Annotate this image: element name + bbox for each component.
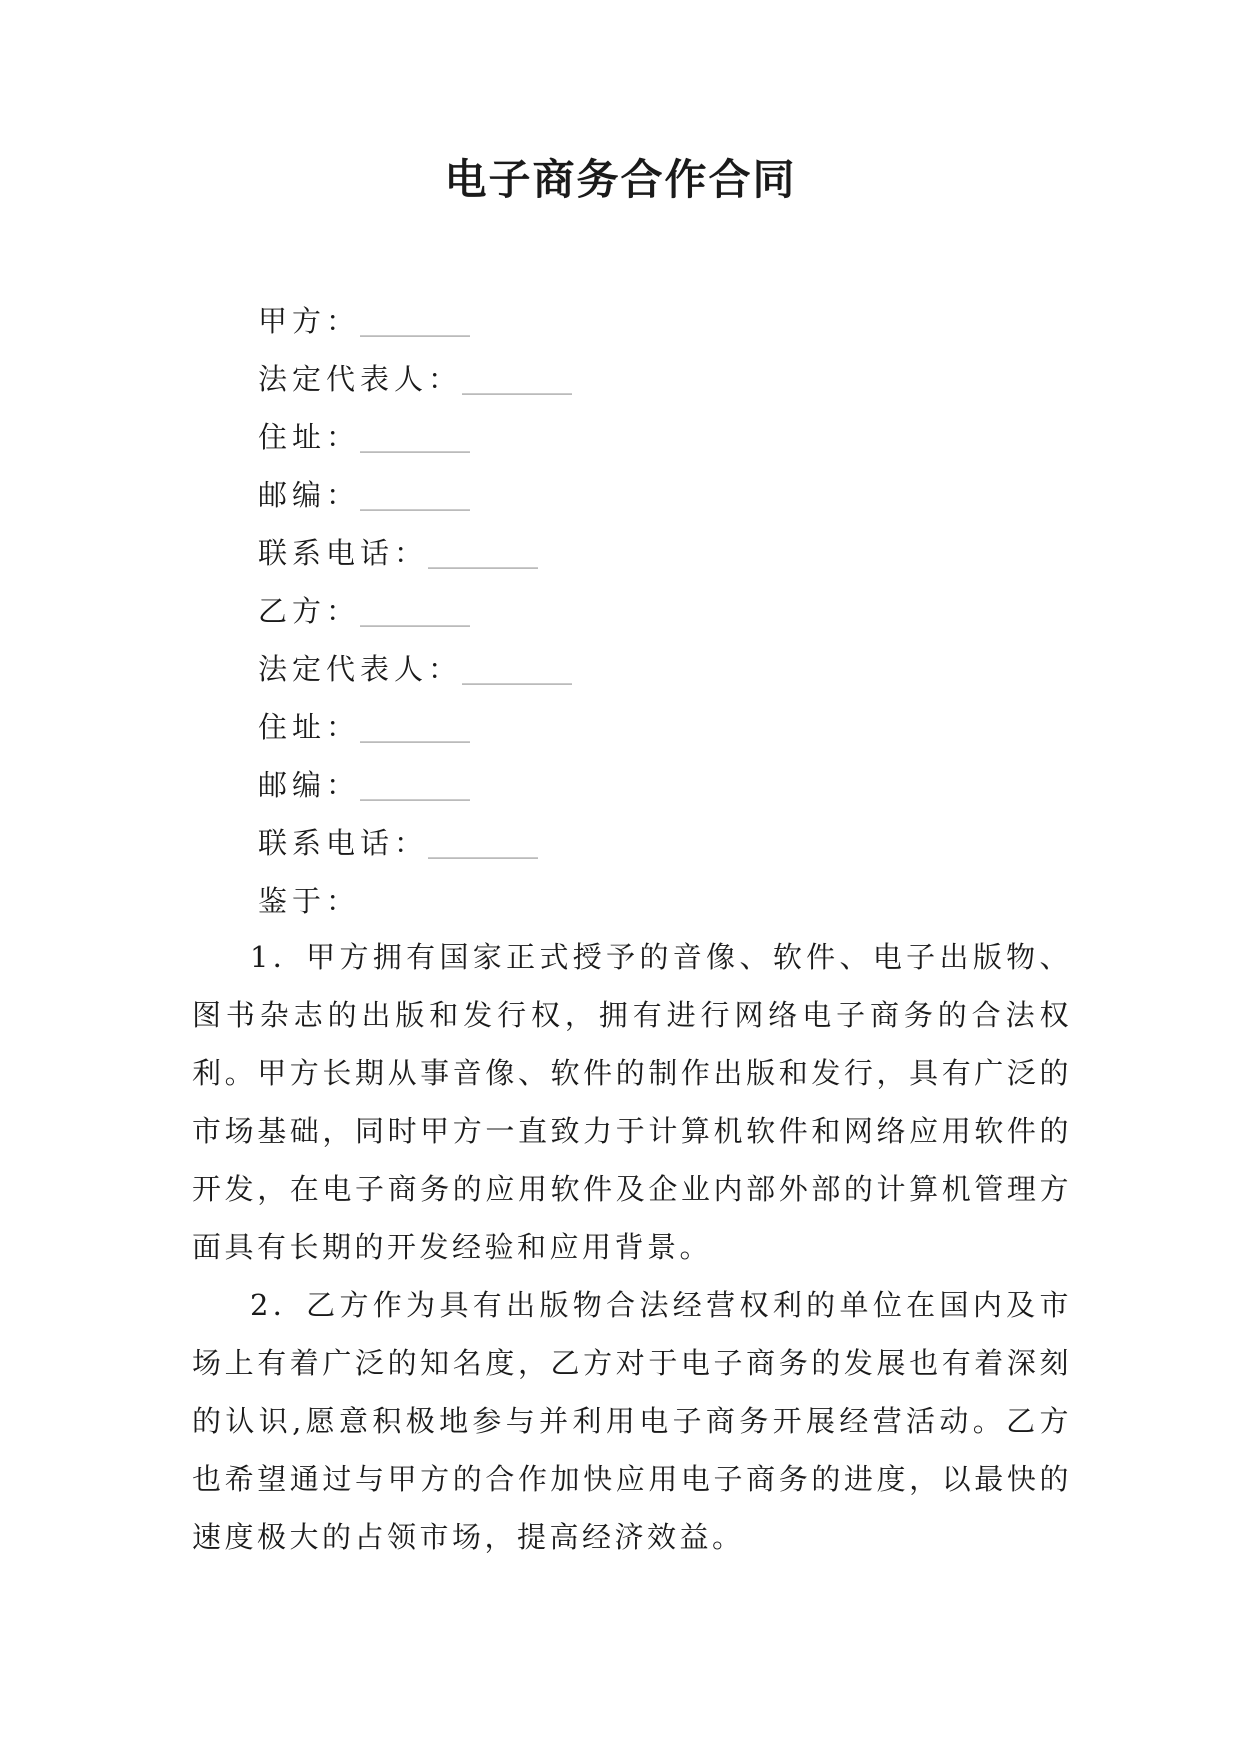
recital-paragraph-1: 1．甲方拥有国家正式授予的音像、软件、电子出版物、图书杂志的出版和发行权，拥有进行网络电子商务的合法权利。甲方长期从事音像、软件的制作出版和发行，具有广泛的市场基础，同时甲方一直致力于计算机软件和网络应用软件的开发，在电子商务的应用软件及企业内部外部的计算机管理方面具有长期的开发经验和应用背景。 xyxy=(192,940,1072,1264)
party-b-address-field xyxy=(258,698,1018,756)
party-b-postcode-label: 邮编： xyxy=(258,768,361,802)
whereas-label: 鉴于： xyxy=(258,884,361,918)
party-a-label: 甲方： xyxy=(258,304,361,338)
party-a-phone-field xyxy=(258,524,1018,582)
party-b-phone-label: 联系电话： xyxy=(258,826,429,860)
party-a-rep-blank: __________ xyxy=(462,370,573,395)
party-a-postcode-blank: __________ xyxy=(360,486,471,511)
party-b-rep-blank: __________ xyxy=(462,660,573,685)
page-title: 电子商务合作合同 xyxy=(444,155,797,204)
party-info-block xyxy=(258,292,1018,930)
whereas-heading xyxy=(258,872,1018,930)
party-b-address-blank: __________ xyxy=(360,718,471,743)
party-b-label: 乙方： xyxy=(258,594,361,628)
party-b-rep-label: 法定代表人： xyxy=(258,652,463,686)
party-b-postcode-blank: __________ xyxy=(360,776,471,801)
party-b-address-label: 住址： xyxy=(258,710,361,744)
party-a-rep-field xyxy=(258,350,1018,408)
party-a-postcode-field xyxy=(258,466,1018,524)
party-b-rep-field xyxy=(258,640,1018,698)
party-a-address-blank: __________ xyxy=(360,428,471,453)
party-b-postcode-field xyxy=(258,756,1018,814)
party-b-phone-field xyxy=(258,814,1018,872)
recital-paragraph-2: 2．乙方作为具有出版物合法经营权利的单位在国内及市场上有着广泛的知名度，乙方对于电子商务的发展也有着深刻的认识,愿意积极地参与并利用电子商务开展经营活动。乙方也希望通过与甲方的合作加快应用电子商务的进度，以最快的速度极大的占领市场，提高经济效益。 xyxy=(192,1288,1072,1554)
party-a-address-label: 住址： xyxy=(258,420,361,454)
party-a-address-field xyxy=(258,408,1018,466)
recitals-block xyxy=(192,928,1072,1566)
party-a-phone-blank: __________ xyxy=(428,544,539,569)
party-a-name-field xyxy=(258,292,1018,350)
party-a-rep-label: 法定代表人： xyxy=(258,362,463,396)
party-b-blank: __________ xyxy=(360,602,471,627)
party-a-phone-label: 联系电话： xyxy=(258,536,429,570)
party-a-postcode-label: 邮编： xyxy=(258,478,361,512)
party-a-blank: __________ xyxy=(360,312,471,337)
party-b-name-field xyxy=(258,582,1018,640)
party-b-phone-blank: __________ xyxy=(428,834,539,859)
